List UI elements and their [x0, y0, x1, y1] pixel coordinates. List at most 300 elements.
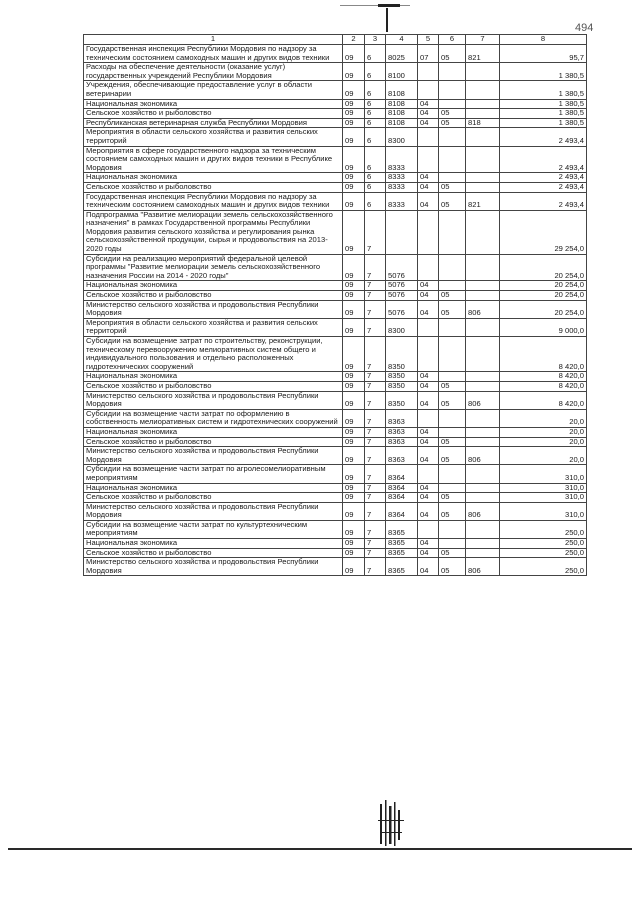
- section-code-cell: 09: [343, 63, 365, 81]
- subdivision-cell: 05: [439, 192, 466, 210]
- division-cell: [418, 81, 439, 99]
- section-code-cell: 09: [343, 337, 365, 372]
- row-label-cell: Мероприятия в сфере государственного надзора за техническим состоянием самоходных машин и других видов техники в Республике Мордовия: [84, 146, 343, 173]
- subdivision-cell: [439, 409, 466, 427]
- table-row: [84, 182, 587, 192]
- division-cell: [418, 63, 439, 81]
- division-cell: 04: [418, 372, 439, 382]
- subdivision-cell: 05: [439, 437, 466, 447]
- section-code-cell: 09: [343, 558, 365, 576]
- target-article-cell: 8364: [386, 465, 418, 483]
- target-article-cell: 8108: [386, 118, 418, 128]
- table-row: [84, 192, 587, 210]
- expense-type-cell: [466, 337, 500, 372]
- amount-cell: 310,0: [500, 502, 587, 520]
- expense-type-cell: [466, 128, 500, 146]
- subsection-code-cell: 7: [365, 300, 386, 318]
- section-code-cell: 09: [343, 447, 365, 465]
- expense-type-cell: 821: [466, 45, 500, 63]
- expense-type-cell: [466, 109, 500, 119]
- expense-type-cell: [466, 81, 500, 99]
- table-row: [84, 109, 587, 119]
- expense-type-cell: 806: [466, 502, 500, 520]
- section-code-cell: 09: [343, 493, 365, 503]
- expense-type-cell: [466, 318, 500, 336]
- column-header: 1: [84, 35, 343, 45]
- target-article-cell: 8365: [386, 520, 418, 538]
- target-article-cell: 8108: [386, 99, 418, 109]
- row-label-cell: Сельское хозяйство и рыболовство: [84, 493, 343, 503]
- amount-cell: 2 493,4: [500, 128, 587, 146]
- target-article-cell: 8025: [386, 45, 418, 63]
- subsection-code-cell: 6: [365, 118, 386, 128]
- table-row: [84, 483, 587, 493]
- subdivision-cell: [439, 81, 466, 99]
- division-cell: 04: [418, 173, 439, 183]
- division-cell: 04: [418, 548, 439, 558]
- column-header: 3: [365, 35, 386, 45]
- amount-cell: 1 380,5: [500, 118, 587, 128]
- amount-cell: 20,0: [500, 437, 587, 447]
- table-row: [84, 318, 587, 336]
- subsection-code-cell: 6: [365, 81, 386, 99]
- subdivision-cell: [439, 210, 466, 254]
- subsection-code-cell: 6: [365, 99, 386, 109]
- expense-type-cell: [466, 182, 500, 192]
- amount-cell: 95,7: [500, 45, 587, 63]
- row-label-cell: Национальная экономика: [84, 427, 343, 437]
- section-code-cell: 09: [343, 483, 365, 493]
- amount-cell: 20 254,0: [500, 281, 587, 291]
- target-article-cell: 8363: [386, 447, 418, 465]
- amount-cell: 20,0: [500, 427, 587, 437]
- table-row: [84, 381, 587, 391]
- expense-type-cell: 818: [466, 118, 500, 128]
- division-cell: 04: [418, 391, 439, 409]
- row-label-cell: Сельское хозяйство и рыболовство: [84, 381, 343, 391]
- scan-artifact-stroke: [386, 8, 388, 32]
- subsection-code-cell: 6: [365, 173, 386, 183]
- column-header: 4: [386, 35, 418, 45]
- expense-type-cell: [466, 483, 500, 493]
- expense-type-cell: [466, 520, 500, 538]
- division-cell: 04: [418, 493, 439, 503]
- amount-cell: 1 380,5: [500, 109, 587, 119]
- subsection-code-cell: 7: [365, 437, 386, 447]
- division-cell: 04: [418, 558, 439, 576]
- subdivision-cell: [439, 99, 466, 109]
- table-row: [84, 391, 587, 409]
- target-article-cell: 8300: [386, 318, 418, 336]
- subdivision-cell: 05: [439, 502, 466, 520]
- expense-type-cell: [466, 291, 500, 301]
- expense-type-cell: [466, 437, 500, 447]
- subdivision-cell: 05: [439, 447, 466, 465]
- division-cell: 04: [418, 427, 439, 437]
- target-article-cell: 8108: [386, 81, 418, 99]
- amount-cell: 310,0: [500, 493, 587, 503]
- division-cell: [418, 128, 439, 146]
- expense-type-cell: [466, 372, 500, 382]
- amount-cell: 20 254,0: [500, 254, 587, 281]
- row-label-cell: Субсидии на возмещение части затрат по культуртехническим мероприятиям: [84, 520, 343, 538]
- table-row: [84, 210, 587, 254]
- subdivision-cell: 05: [439, 182, 466, 192]
- row-label-cell: Субсидии на возмещение части затрат по агролесомелиоративным мероприятиям: [84, 465, 343, 483]
- division-cell: 04: [418, 99, 439, 109]
- division-cell: 04: [418, 182, 439, 192]
- table-row: [84, 300, 587, 318]
- section-code-cell: 09: [343, 81, 365, 99]
- expense-type-cell: [466, 493, 500, 503]
- subdivision-cell: [439, 173, 466, 183]
- amount-cell: 310,0: [500, 465, 587, 483]
- division-cell: 04: [418, 483, 439, 493]
- subdivision-cell: 05: [439, 558, 466, 576]
- amount-cell: 8 420,0: [500, 372, 587, 382]
- subsection-code-cell: 7: [365, 493, 386, 503]
- section-code-cell: 09: [343, 409, 365, 427]
- row-label-cell: Подпрограмма "Развитие мелиорации земель сельскохозяйственного назначения" в рамках Государственной программы Республики Мордовия развития сельского хозяйства и регулирования рынка сельскохозяйственной продукции, сырья и продовольствия на 2013-2020 годы: [84, 210, 343, 254]
- subsection-code-cell: 6: [365, 182, 386, 192]
- row-label-cell: Субсидии на возмещение затрат по строительству, реконструкции, техническому перевооружению мелиоративных систем общего и индивидуального пользования и отдельно расположенных гидротехнических сооружений: [84, 337, 343, 372]
- table-row: [84, 372, 587, 382]
- target-article-cell: 8108: [386, 109, 418, 119]
- target-article-cell: 8365: [386, 558, 418, 576]
- target-article-cell: 8350: [386, 372, 418, 382]
- table-row: [84, 99, 587, 109]
- target-article-cell: 5076: [386, 300, 418, 318]
- page-bottom-rule: [8, 848, 632, 850]
- division-cell: 07: [418, 45, 439, 63]
- amount-cell: 250,0: [500, 520, 587, 538]
- row-label-cell: Министерство сельского хозяйства и продовольствия Республики Мордовия: [84, 391, 343, 409]
- division-cell: 04: [418, 437, 439, 447]
- table-row: [84, 447, 587, 465]
- row-label-cell: Национальная экономика: [84, 281, 343, 291]
- table-row: [84, 45, 587, 63]
- expense-type-cell: 806: [466, 391, 500, 409]
- section-code-cell: 09: [343, 318, 365, 336]
- division-cell: [418, 318, 439, 336]
- target-article-cell: 8333: [386, 192, 418, 210]
- subdivision-cell: 05: [439, 118, 466, 128]
- subsection-code-cell: 7: [365, 447, 386, 465]
- division-cell: [418, 254, 439, 281]
- subdivision-cell: 05: [439, 548, 466, 558]
- division-cell: [418, 520, 439, 538]
- section-code-cell: 09: [343, 300, 365, 318]
- expense-type-cell: [466, 173, 500, 183]
- table-row: [84, 409, 587, 427]
- subsection-code-cell: 7: [365, 409, 386, 427]
- subsection-code-cell: 7: [365, 539, 386, 549]
- budget-table: [83, 34, 587, 576]
- subdivision-cell: [439, 483, 466, 493]
- row-label-cell: Национальная экономика: [84, 372, 343, 382]
- page-number: 494: [575, 22, 594, 34]
- amount-cell: 1 380,5: [500, 99, 587, 109]
- section-code-cell: 09: [343, 548, 365, 558]
- division-cell: 04: [418, 539, 439, 549]
- table-body: [84, 45, 587, 576]
- amount-cell: 20 254,0: [500, 291, 587, 301]
- table-row: [84, 548, 587, 558]
- section-code-cell: 09: [343, 173, 365, 183]
- target-article-cell: 8363: [386, 437, 418, 447]
- expense-type-cell: 806: [466, 447, 500, 465]
- subsection-code-cell: 7: [365, 210, 386, 254]
- subdivision-cell: 05: [439, 45, 466, 63]
- section-code-cell: 09: [343, 381, 365, 391]
- target-article-cell: 5076: [386, 291, 418, 301]
- target-article-cell: 8350: [386, 381, 418, 391]
- subdivision-cell: 05: [439, 493, 466, 503]
- column-header: 6: [439, 35, 466, 45]
- expense-type-cell: [466, 146, 500, 173]
- subsection-code-cell: 7: [365, 372, 386, 382]
- expense-type-cell: [466, 63, 500, 81]
- division-cell: 04: [418, 300, 439, 318]
- division-cell: [418, 409, 439, 427]
- subdivision-cell: [439, 318, 466, 336]
- target-article-cell: 8333: [386, 146, 418, 173]
- amount-cell: 250,0: [500, 558, 587, 576]
- table-row: [84, 281, 587, 291]
- row-label-cell: Сельское хозяйство и рыболовство: [84, 291, 343, 301]
- subdivision-cell: 05: [439, 291, 466, 301]
- row-label-cell: Национальная экономика: [84, 483, 343, 493]
- expense-type-cell: [466, 409, 500, 427]
- expense-type-cell: [466, 381, 500, 391]
- division-cell: 04: [418, 447, 439, 465]
- table-row: [84, 539, 587, 549]
- expense-type-cell: [466, 539, 500, 549]
- target-article-cell: 8350: [386, 391, 418, 409]
- subsection-code-cell: 7: [365, 381, 386, 391]
- subdivision-cell: [439, 254, 466, 281]
- subsection-code-cell: 7: [365, 254, 386, 281]
- section-code-cell: 09: [343, 128, 365, 146]
- table-row: [84, 291, 587, 301]
- section-code-cell: 09: [343, 539, 365, 549]
- division-cell: [418, 337, 439, 372]
- table-row: [84, 427, 587, 437]
- amount-cell: 1 380,5: [500, 81, 587, 99]
- target-article-cell: 8364: [386, 493, 418, 503]
- expense-type-cell: [466, 548, 500, 558]
- subsection-code-cell: 6: [365, 63, 386, 81]
- column-header: 8: [500, 35, 587, 45]
- section-code-cell: 09: [343, 520, 365, 538]
- subsection-code-cell: 7: [365, 281, 386, 291]
- section-code-cell: 09: [343, 502, 365, 520]
- subdivision-cell: 05: [439, 109, 466, 119]
- subsection-code-cell: 7: [365, 558, 386, 576]
- table-row: [84, 146, 587, 173]
- expense-type-cell: [466, 281, 500, 291]
- row-label-cell: Национальная экономика: [84, 539, 343, 549]
- subdivision-cell: [439, 146, 466, 173]
- division-cell: 04: [418, 502, 439, 520]
- subdivision-cell: [439, 337, 466, 372]
- section-code-cell: 09: [343, 291, 365, 301]
- amount-cell: 20,0: [500, 447, 587, 465]
- row-label-cell: Мероприятия в области сельского хозяйства и развития сельских территорий: [84, 128, 343, 146]
- section-code-cell: 09: [343, 109, 365, 119]
- table-row: [84, 520, 587, 538]
- subdivision-cell: [439, 372, 466, 382]
- amount-cell: 2 493,4: [500, 182, 587, 192]
- amount-cell: 20 254,0: [500, 300, 587, 318]
- subdivision-cell: [439, 465, 466, 483]
- row-label-cell: Национальная экономика: [84, 99, 343, 109]
- row-label-cell: Сельское хозяйство и рыболовство: [84, 548, 343, 558]
- subsection-code-cell: 7: [365, 427, 386, 437]
- section-code-cell: 09: [343, 45, 365, 63]
- subsection-code-cell: 7: [365, 520, 386, 538]
- section-code-cell: 09: [343, 118, 365, 128]
- target-article-cell: 8365: [386, 548, 418, 558]
- subsection-code-cell: 7: [365, 391, 386, 409]
- section-code-cell: 09: [343, 437, 365, 447]
- division-cell: [418, 210, 439, 254]
- expense-type-cell: [466, 427, 500, 437]
- amount-cell: 8 420,0: [500, 391, 587, 409]
- subdivision-cell: [439, 520, 466, 538]
- row-label-cell: Субсидии на возмещение части затрат по оформлению в собственность мелиоративных систем и гидротехнических сооружений: [84, 409, 343, 427]
- expense-type-cell: [466, 210, 500, 254]
- subsection-code-cell: 7: [365, 465, 386, 483]
- section-code-cell: 09: [343, 427, 365, 437]
- section-code-cell: 09: [343, 210, 365, 254]
- amount-cell: 1 380,5: [500, 63, 587, 81]
- table-row: [84, 128, 587, 146]
- subsection-code-cell: 7: [365, 502, 386, 520]
- section-code-cell: 09: [343, 254, 365, 281]
- table-row: [84, 173, 587, 183]
- subdivision-cell: 05: [439, 300, 466, 318]
- row-label-cell: Расходы на обеспечение деятельности (оказание услуг) государственных учреждений Республики Мордовия: [84, 63, 343, 81]
- target-article-cell: 8300: [386, 128, 418, 146]
- table-row: [84, 493, 587, 503]
- subsection-code-cell: 6: [365, 109, 386, 119]
- target-article-cell: 5076: [386, 281, 418, 291]
- division-cell: 04: [418, 192, 439, 210]
- target-article-cell: 5076: [386, 254, 418, 281]
- division-cell: 04: [418, 281, 439, 291]
- target-article-cell: [386, 210, 418, 254]
- row-label-cell: Сельское хозяйство и рыболовство: [84, 437, 343, 447]
- target-article-cell: 8363: [386, 427, 418, 437]
- target-article-cell: 8333: [386, 173, 418, 183]
- table-row: [84, 63, 587, 81]
- row-label-cell: Республиканская ветеринарная служба Республики Мордовия: [84, 118, 343, 128]
- amount-cell: 2 493,4: [500, 173, 587, 183]
- section-code-cell: 09: [343, 99, 365, 109]
- expense-type-cell: [466, 465, 500, 483]
- section-code-cell: 09: [343, 372, 365, 382]
- amount-cell: 9 000,0: [500, 318, 587, 336]
- row-label-cell: Учреждения, обеспечивающие предоставление услуг в области ветеринарии: [84, 81, 343, 99]
- table-row: [84, 254, 587, 281]
- division-cell: 04: [418, 118, 439, 128]
- amount-cell: 310,0: [500, 483, 587, 493]
- scan-artifact-mark: [378, 4, 400, 7]
- row-label-cell: Министерство сельского хозяйства и продовольствия Республики Мордовия: [84, 447, 343, 465]
- section-code-cell: 09: [343, 391, 365, 409]
- subsection-code-cell: 7: [365, 483, 386, 493]
- table-row: [84, 502, 587, 520]
- subsection-code-cell: 7: [365, 337, 386, 372]
- section-code-cell: 09: [343, 465, 365, 483]
- expense-type-cell: [466, 99, 500, 109]
- amount-cell: 8 420,0: [500, 381, 587, 391]
- section-code-cell: 09: [343, 182, 365, 192]
- expense-type-cell: 821: [466, 192, 500, 210]
- subsection-code-cell: 7: [365, 291, 386, 301]
- scan-noise-marks: [376, 800, 406, 850]
- subsection-code-cell: 7: [365, 548, 386, 558]
- division-cell: 04: [418, 381, 439, 391]
- expense-type-cell: 806: [466, 558, 500, 576]
- subdivision-cell: [439, 281, 466, 291]
- row-label-cell: Государственная инспекция Республики Мордовия по надзору за техническим состоянием самоходных машин и других видов техники: [84, 192, 343, 210]
- subsection-code-cell: 7: [365, 318, 386, 336]
- division-cell: [418, 465, 439, 483]
- table-row: [84, 81, 587, 99]
- division-cell: 04: [418, 291, 439, 301]
- amount-cell: 250,0: [500, 548, 587, 558]
- amount-cell: 2 493,4: [500, 192, 587, 210]
- section-code-cell: 09: [343, 146, 365, 173]
- row-label-cell: Национальная экономика: [84, 173, 343, 183]
- target-article-cell: 8100: [386, 63, 418, 81]
- subsection-code-cell: 6: [365, 45, 386, 63]
- table-row: [84, 337, 587, 372]
- row-label-cell: Министерство сельского хозяйства и продовольствия Республики Мордовия: [84, 300, 343, 318]
- target-article-cell: 8333: [386, 182, 418, 192]
- table-row: [84, 437, 587, 447]
- target-article-cell: 8350: [386, 337, 418, 372]
- row-label-cell: Министерство сельского хозяйства и продовольствия Республики Мордовия: [84, 558, 343, 576]
- section-code-cell: 09: [343, 192, 365, 210]
- row-label-cell: Министерство сельского хозяйства и продовольствия Республики Мордовия: [84, 502, 343, 520]
- table-row: [84, 118, 587, 128]
- subdivision-cell: [439, 427, 466, 437]
- division-cell: 04: [418, 109, 439, 119]
- expense-type-cell: [466, 254, 500, 281]
- row-label-cell: Государственная инспекция Республики Мордовия по надзору за техническим состоянием самоходных машин и других видов техники: [84, 45, 343, 63]
- table-header-row: [84, 35, 587, 45]
- amount-cell: 2 493,4: [500, 146, 587, 173]
- subdivision-cell: [439, 539, 466, 549]
- amount-cell: 20,0: [500, 409, 587, 427]
- target-article-cell: 8365: [386, 539, 418, 549]
- target-article-cell: 8363: [386, 409, 418, 427]
- column-header: 5: [418, 35, 439, 45]
- subdivision-cell: 05: [439, 391, 466, 409]
- table-row: [84, 465, 587, 483]
- subsection-code-cell: 6: [365, 146, 386, 173]
- amount-cell: 8 420,0: [500, 337, 587, 372]
- subdivision-cell: [439, 128, 466, 146]
- subdivision-cell: [439, 63, 466, 81]
- row-label-cell: Сельское хозяйство и рыболовство: [84, 109, 343, 119]
- amount-cell: 250,0: [500, 539, 587, 549]
- column-header: 2: [343, 35, 365, 45]
- target-article-cell: 8364: [386, 502, 418, 520]
